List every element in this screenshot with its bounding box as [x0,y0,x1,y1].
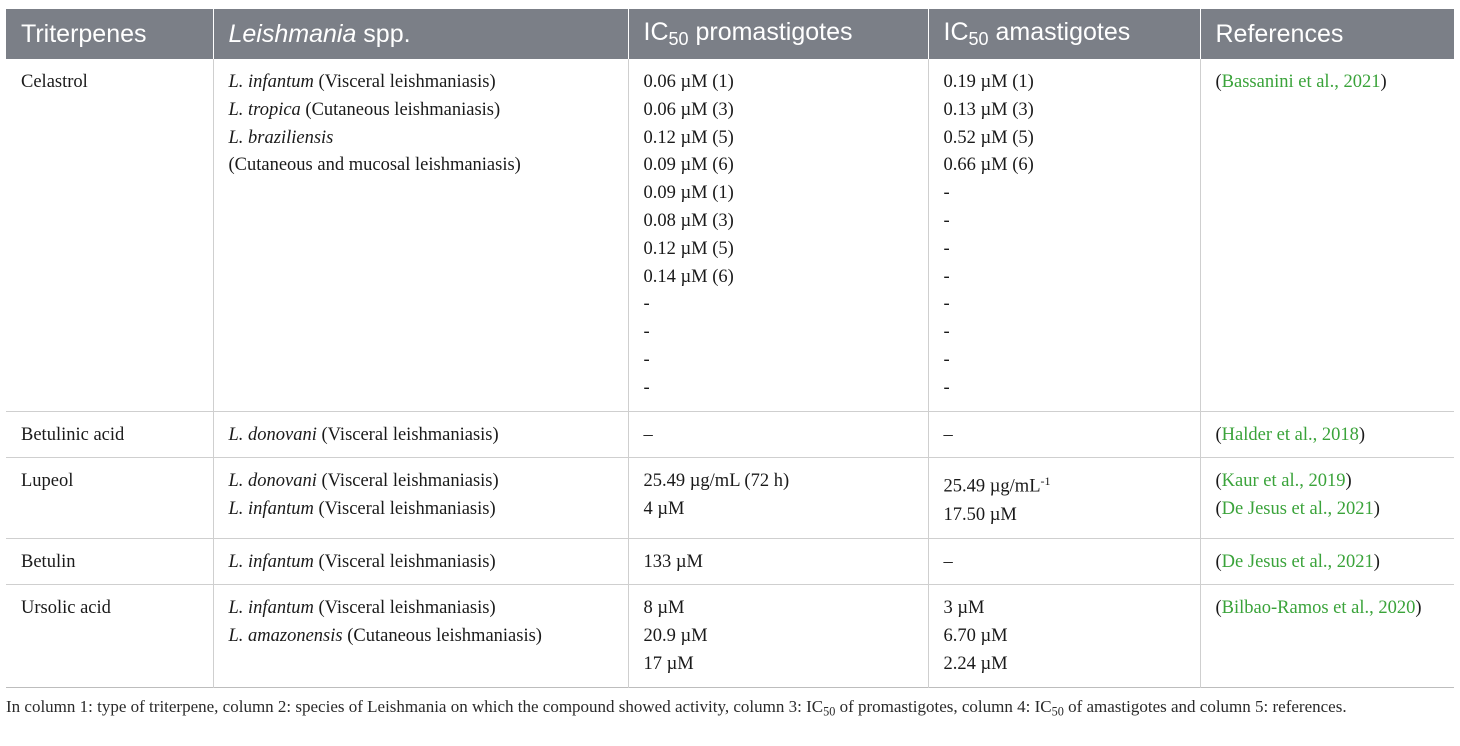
disease-name: (Visceral leishmaniasis) [316,424,499,445]
header-ic50-promastigotes [628,9,928,59]
disease-name: (Visceral leishmaniasis) [313,499,496,520]
species-line [229,496,628,524]
ic50-subscript: 50 [968,29,989,50]
species-line [229,152,628,180]
amastigotes-cell [928,59,1200,411]
promastigotes-value: – [643,424,653,445]
amastigotes-value-text: 25.49 µg/mL [943,476,1041,497]
reference-line: (Halder et al., 2018) [1215,424,1366,445]
species-name: L. infantum [228,499,314,520]
promastigotes-cell [628,585,928,687]
promastigotes-label: promastigotes [688,17,853,46]
compound-cell [6,59,213,411]
species-line [229,595,628,623]
promastigotes-value: 4 µM [643,499,685,520]
compound-cell [6,585,213,687]
amastigotes-label: amastigotes [988,17,1131,46]
promastigotes-value: 0.06 µM (3) [643,99,734,120]
promastigotes-value: 25.49 µg/mL (72 h) [643,471,790,492]
promastigotes-value: 0.09 µM (6) [643,155,734,176]
species-cell [213,59,628,411]
promastigotes-value: - [643,377,650,398]
ic50-prefix: IC [643,17,669,46]
header-references: References [1200,9,1454,59]
species-name: L. amazonensis [228,626,343,647]
promastigotes-cell [628,411,928,458]
reference-link[interactable]: De Jesus et al., 2021 [1221,499,1374,520]
table-footnote [6,696,1454,722]
header-ic50-amastigotes [928,9,1200,59]
references-cell [1200,59,1454,411]
promastigotes-value: - [643,349,650,370]
reference-link[interactable]: Halder et al., 2018 [1221,424,1359,445]
compound-cell [6,411,213,458]
references-cell [1200,585,1454,687]
header-species-genus: Leishmania [228,19,357,48]
footnote-part1: In column 1: type of triterpene, column 2: species of Leishmania on which the compound showed activity, column 3: IC [6,697,824,716]
disease-name: (Visceral leishmaniasis) [316,471,499,492]
compound-cell [6,538,213,585]
compound-name: Celastrol [21,72,88,92]
reference-line: (De Jesus et al., 2021) [1215,551,1380,572]
amastigotes-superscript: -1 [1040,474,1051,489]
promastigotes-value: 0.14 µM (6) [643,266,734,287]
species-cell [213,585,628,687]
amastigotes-cell [928,585,1200,687]
promastigotes-value: - [643,322,650,343]
reference-line: (Bilbao-Ramos et al., 2020) [1215,598,1422,619]
promastigotes-value: 0.09 µM (1) [643,183,734,204]
amastigotes-value: 3 µM [943,598,985,619]
promastigotes-value: 133 µM [643,551,703,572]
amastigotes-value: 0.52 µM (5) [943,127,1034,148]
species-name: L. donovani [228,424,317,445]
reference-link[interactable]: Bilbao-Ramos et al., 2020 [1221,598,1416,619]
compound-name: Betulin [21,551,76,572]
species-name: L. infantum [228,598,314,619]
species-line [229,69,628,97]
compound-name: Betulinic acid [21,424,125,445]
reference-link[interactable]: Bassanini et al., 2021 [1221,72,1381,92]
species-name: L. infantum [228,551,314,572]
table-row [6,59,1454,411]
species-line [229,468,628,496]
references-cell [1200,458,1454,538]
header-species [213,9,628,59]
reference-line: (De Jesus et al., 2021) [1215,499,1380,520]
compound-name: Lupeol [21,471,74,492]
reference-link[interactable]: Kaur et al., 2019 [1221,471,1346,492]
species-line [229,125,628,153]
reference-line: (Kaur et al., 2019) [1215,471,1352,492]
species-name: L. tropica [228,99,301,120]
disease-name: (Visceral leishmaniasis) [313,551,496,572]
header-species-suffix: spp. [356,19,411,48]
amastigotes-value: - [943,183,950,204]
amastigotes-value: 0.19 µM (1) [943,72,1034,92]
ic50-subscript: 50 [668,29,689,50]
promastigotes-value: 0.08 µM (3) [643,210,734,231]
species-line [229,623,628,651]
promastigotes-value: 0.06 µM (1) [643,72,734,92]
species-cell [213,458,628,538]
footnote-subscript: 50 [823,704,836,719]
disease-name: (Cutaneous leishmaniasis) [342,626,542,647]
footnote-subscript: 50 [1051,704,1064,719]
footnote-part2: of promastigotes, column 4: IC [835,697,1052,716]
species-name: L. infantum [228,72,314,92]
amastigotes-value: - [943,238,950,259]
ic50-prefix: IC [943,17,969,46]
disease-name: (Cutaneous and mucosal leishmaniasis) [228,155,521,176]
header-triterpenes: Triterpenes [6,9,213,59]
species-line [229,549,628,577]
amastigotes-value: – [943,551,953,572]
reference-link[interactable]: De Jesus et al., 2021 [1221,551,1374,572]
table-row [6,458,1454,538]
promastigotes-value: 17 µM [643,653,694,674]
species-name: L. braziliensis [228,127,334,148]
promastigotes-value: 0.12 µM (5) [643,127,734,148]
amastigotes-value: - [943,266,950,287]
amastigotes-value: 17.50 µM [943,504,1017,525]
amastigotes-cell [928,538,1200,585]
triterpenes-table [6,9,1454,688]
amastigotes-value: - [943,322,950,343]
promastigotes-value: 20.9 µM [643,626,708,647]
amastigotes-cell [928,411,1200,458]
amastigotes-value: - [943,377,950,398]
disease-name: (Visceral leishmaniasis) [313,598,496,619]
promastigotes-value: 0.12 µM (5) [643,238,734,259]
amastigotes-value: - [943,349,950,370]
amastigotes-value: - [943,210,950,231]
species-line [229,422,628,450]
table-body [6,59,1454,687]
table-row [6,585,1454,687]
amastigotes-value: – [943,424,953,445]
species-name: L. donovani [228,471,317,492]
promastigotes-value: 8 µM [643,598,685,619]
references-cell [1200,538,1454,585]
amastigotes-value: 0.66 µM (6) [943,155,1034,176]
species-line [229,97,628,125]
reference-line: (Bassanini et al., 2021) [1215,72,1387,92]
promastigotes-cell [628,458,928,538]
header-row [6,9,1454,59]
table-row [6,411,1454,458]
promastigotes-cell [628,59,928,411]
species-cell [213,538,628,585]
disease-name: (Visceral leishmaniasis) [313,72,496,92]
amastigotes-cell [928,458,1200,538]
amastigotes-value: - [943,294,950,315]
compound-name: Ursolic acid [21,598,111,619]
amastigotes-value [944,468,1200,501]
promastigotes-cell [628,538,928,585]
disease-name: (Cutaneous leishmaniasis) [300,99,501,120]
amastigotes-value: 6.70 µM [943,626,1008,647]
promastigotes-value: - [643,294,650,315]
compound-cell [6,458,213,538]
table-row [6,538,1454,585]
footnote-part3: of amastigotes and column 5: references. [1063,697,1347,716]
amastigotes-value: 0.13 µM (3) [943,99,1034,120]
amastigotes-value: 2.24 µM [943,653,1008,674]
references-cell [1200,411,1454,458]
species-cell [213,411,628,458]
